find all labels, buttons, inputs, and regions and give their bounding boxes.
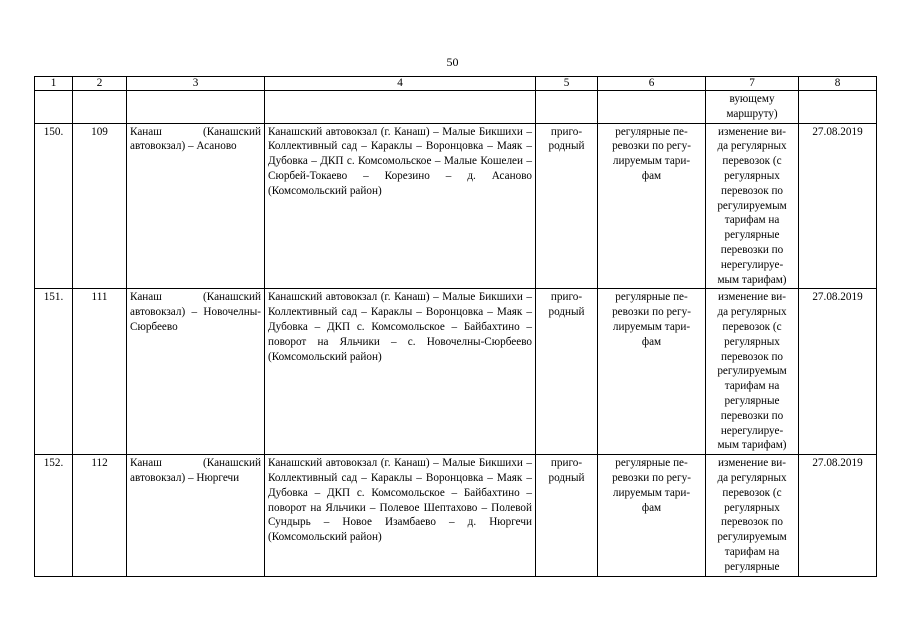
change-text: изменение ви- да регулярных перевозок (с регулярных перевозок по регулируемым тарифам на регулярные [717,457,787,573]
column-header-7: 7 [706,77,799,91]
route-type [536,455,598,576]
route-type-text: приго- родный [548,125,585,153]
column-header-3: 3 [127,77,265,91]
route-stops: Канашский автовокзал (г. Канаш) – Малые Бикшихи – Коллективный сад – Караклы – Воронцовка – Маяк – Дубовка – ДКП с. Комсомольское – Байбахтино – поворот на Яльчики – Полевое Шептахово – Полевой Сундырь – Новое Изамбаево – д. Нюргечи (Комсомольский район) [265,455,536,576]
column-header-5: 5 [536,77,598,91]
change-text: изменение ви- да регулярных перевозок (с регулярных перевозок по регулируемым тарифам на регулярные перевозки по нерегулируе- мым тарифам) [717,125,787,286]
change-date: 27.08.2019 [799,123,877,289]
table-cell [536,91,598,124]
route-type-text: приго- родный [548,291,585,319]
table-row [35,455,877,576]
route-stops: Канашский автовокзал (г. Канаш) – Малые Бикшихи – Коллективный сад – Караклы – Воронцовка – Маяк – Дубовка – ДКП с. Комсомольское – Малые Кошелеи – Сюрбей-Токаево – Корезино – д. Асаново (Комсомольский район) [265,123,536,289]
table-cell [73,91,127,124]
change-date: 27.08.2019 [799,289,877,455]
route-name: Канаш (Канашский автовокзал) – Асаново [127,123,265,289]
route-name: Канаш (Канашский автовокзал) – Новочелны-Сюрбеево [127,289,265,455]
route-code: 111 [73,289,127,455]
table-row [35,123,877,289]
continuation-row [35,91,877,124]
column-header-2: 2 [73,77,127,91]
change-date: 27.08.2019 [799,455,877,576]
table-cell [799,91,877,124]
table-cell [598,91,706,124]
transport-kind [598,455,706,576]
column-header-6: 6 [598,77,706,91]
change-text: вующему маршруту) [726,93,778,120]
change-text: изменение ви- да регулярных перевозок (с регулярных перевозок по регулируемым тарифам на регулярные перевозки по нерегулируе- мым тарифам) [717,291,787,452]
change-cell [706,91,799,124]
row-number: 152. [35,455,73,576]
route-code: 109 [73,123,127,289]
table-cell [127,91,265,124]
page-number: 50 [446,55,459,69]
transport-kind-text: регулярные пе- ревозки по регу- лируемым тари- фам [612,291,691,348]
transport-kind [598,123,706,289]
column-header-1: 1 [35,77,73,91]
transport-kind-text: регулярные пе- ревозки по регу- лируемым тари- фам [612,125,691,182]
table-cell [265,91,536,124]
routes-table [34,76,877,577]
change-description [706,455,799,576]
route-type-text: приго- родный [548,457,585,484]
transport-kind [598,289,706,455]
table-row [35,289,877,455]
column-header-8: 8 [799,77,877,91]
column-header-4: 4 [265,77,536,91]
column-number-row [35,77,877,91]
route-code: 112 [73,455,127,576]
route-stops: Канашский автовокзал (г. Канаш) – Малые Бикшихи – Коллективный сад – Караклы – Воронцовка – Маяк – Дубовка – ДКП с. Комсомольское – Байбахтино – поворот на Яльчики – с. Новочелны-Сюрбеево (Комсомольский район) [265,289,536,455]
change-description [706,289,799,455]
transport-kind-text: регулярные пе- ревозки по регу- лируемым тари- фам [612,457,691,514]
table-cell [35,91,73,124]
route-type [536,289,598,455]
route-type [536,123,598,289]
row-number: 150. [35,123,73,289]
route-name: Канаш (Канашский автовокзал) – Нюргечи [127,455,265,576]
row-number: 151. [35,289,73,455]
change-description [706,123,799,289]
